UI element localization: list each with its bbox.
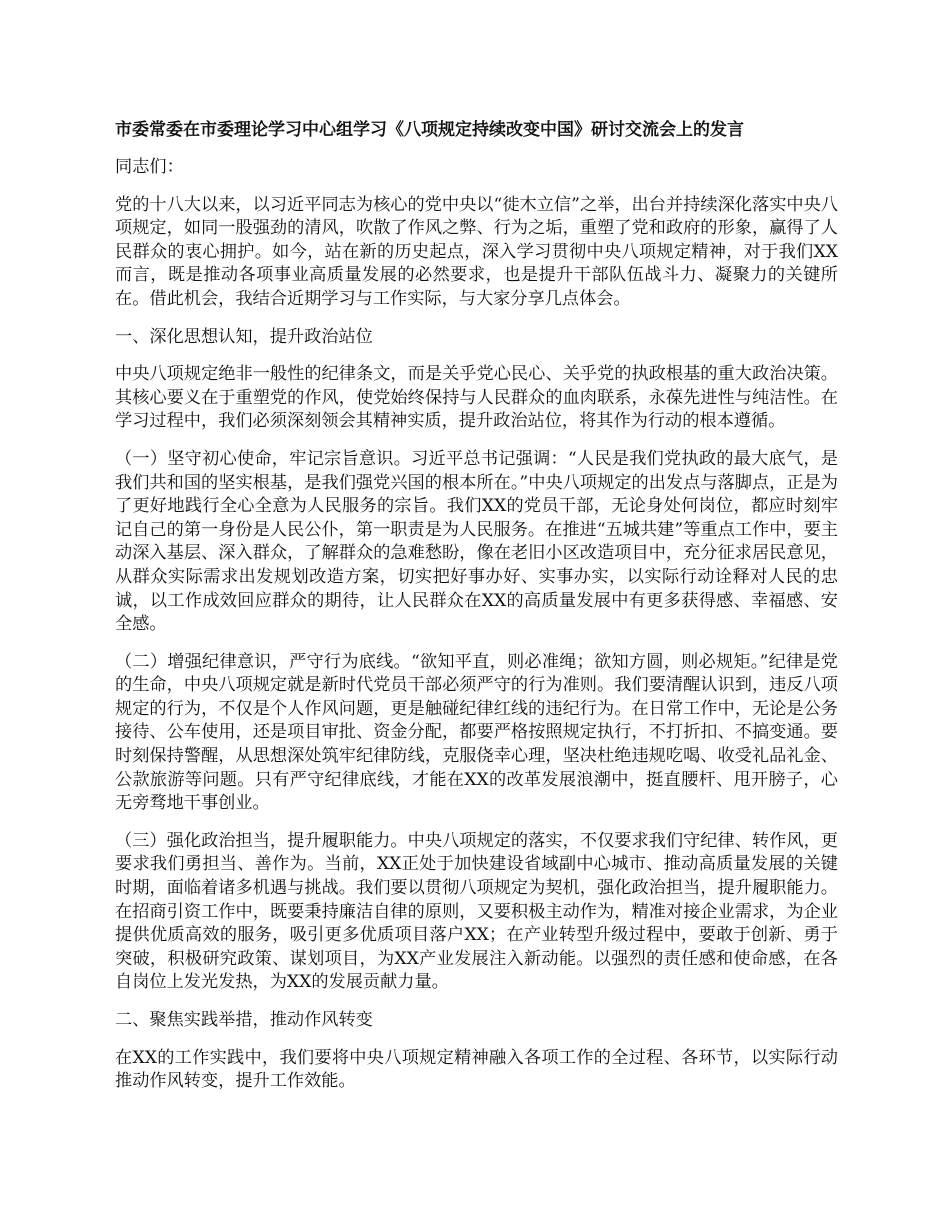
section-1-item-3: （三）强化政治担当，提升履职能力。中央八项规定的落实，不仅要求我们守纪律、转作风，更要求我们勇担当、善作为。当前，XX正处于加快建设省域副中心城市、推动高质量发展的关键时期，面临着诸多机遇与挑战。我们要以贯彻八项规定为契机，强化政治担当，提升履职能力。在招商引资工作中，既要秉持廉洁自律的原则，又要积极主动作为，精准对接企业需求，为企业提供优质高效的服务，吸引更多优质项目落户XX；在产业转型升级过程中，要敢于创新、勇于突破，积极研究政策、谋划项目，为XX产业发展注入新动能。以强烈的责任感和使命感，在各自岗位上发光发热，为XX的发展贡献力量。	[115, 830, 838, 993]
greeting: 同志们：	[115, 157, 184, 177]
section-1-item-1: （一）坚守初心使命，牢记宗旨意识。习近平总书记强调：“人民是我们党执政的最大底气，是我们共和国的坚实根基，是我们强党兴国的根本所在。”中央八项规定的出发点与落脚点，正是为了更好地践行全心全意为人民服务的宗旨。我们XX的党员干部，无论身处何岗位，都应时刻牢记自己的第一身份是人民公仆，第一职责是为人民服务。在推进“五城共建”等重点工作中，要主动深入基层、深入群众，了解群众的急难愁盼，像在老旧小区改造项目中，充分征求居民意见，从群众实际需求出发规划改造方案，切实把好事办好、实事办实，以实际行动诠释对人民的忠诚，以工作成效回应群众的期待，让人民群众在XX的高质量发展中有更多获得感、幸福感、安全感。	[115, 448, 838, 635]
section-2-intro: 在XX的工作实践中，我们要将中央八项规定精神融入各项工作的全过程、各环节，以实际行动推动作风转变，提升工作效能。	[115, 1047, 838, 1092]
section-2-heading: 二、聚焦实践举措，推动作风转变	[115, 1010, 373, 1030]
section-1-intro: 中央八项规定绝非一般性的纪律条文，而是关乎党心民心、关乎党的执政根基的重大政治决策。其核心要义在于重塑党的作风，使党始终保持与人民群众的血肉联系，永葆先进性与纯洁性。在学习过程中，我们必须深刻领会其精神实质，提升政治站位，将其作为行动的根本遵循。	[115, 364, 838, 432]
section-1-item-2: （二）增强纪律意识，严守行为底线。“欲知平直，则必准绳；欲知方圆，则必规矩。”纪律是党的生命，中央八项规定就是新时代党员干部必须严守的行为准则。我们要清醒认识到，违反八项规定的行为，不仅是个人作风问题，更是触碰纪律红线的违纪行为。在日常工作中，无论是公务接待、公车使用，还是项目审批、资金分配，都要严格按照规定执行，不打折扣、不搞变通。要时刻保持警醒，从思想深处筑牢纪律防线，克服侥幸心理，坚决杜绝违规吃喝、收受礼品礼金、公款旅游等问题。只有严守纪律底线，才能在XX的改革发展浪潮中，挺直腰杆、甩开膀子，心无旁骛地干事创业。	[115, 651, 838, 814]
intro-paragraph: 党的十八大以来，以习近平同志为核心的党中央以“徙木立信”之举，出台并持续深化落实中央八项规定，如同一股强劲的清风，吹散了作风之弊、行为之垢，重塑了党和政府的形象，赢得了人民群众的衷心拥护。如今，站在新的历史起点，深入学习贯彻中央八项规定精神，对于我们XX而言，既是推动各项事业高质量发展的必然要求，也是提升干部队伍战斗力、凝聚力的关键所在。借此机会，我结合近期学习与工作实际，与大家分享几点体会。	[115, 194, 838, 309]
document-title: 市委常委在市委理论学习中心组学习《八项规定持续改变中国》研讨交流会上的发言	[115, 120, 744, 140]
document-body	[115, 118, 838, 1108]
section-1-heading: 一、深化思想认知，提升政治站位	[115, 326, 373, 347]
